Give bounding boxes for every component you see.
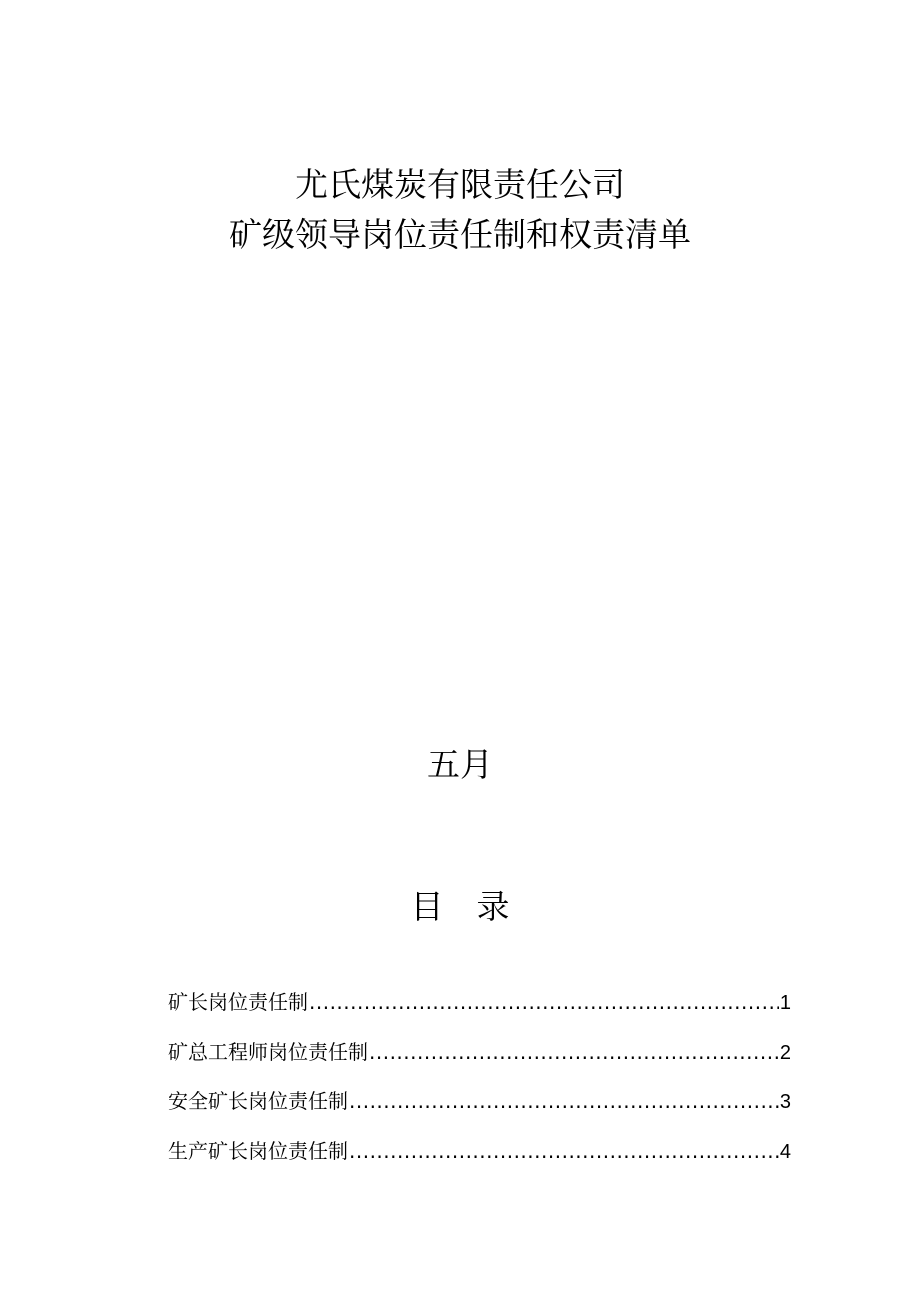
toc-entry[interactable] <box>168 1089 791 1139</box>
toc-dot-leader <box>369 1040 779 1064</box>
toc-dot-leader <box>349 1089 779 1113</box>
toc-entry-label: 矿长岗位责任制 <box>168 990 308 1014</box>
table-of-contents <box>168 990 791 1188</box>
toc-dot-leader <box>309 990 779 1014</box>
company-title: 尤氏煤炭有限责任公司 <box>295 165 625 204</box>
toc-entry-page: 1 <box>779 992 791 1014</box>
toc-entry[interactable] <box>168 1040 791 1090</box>
toc-entry-label: 安全矿长岗位责任制 <box>168 1089 348 1113</box>
toc-entry-label: 矿总工程师岗位责任制 <box>168 1039 368 1064</box>
date-month: 五月 <box>427 745 493 784</box>
toc-entry-label: 生产矿长岗位责任制 <box>168 1138 348 1163</box>
toc-entry[interactable] <box>168 990 791 1040</box>
toc-entry[interactable] <box>168 1139 791 1189</box>
toc-heading: 目 录 <box>410 887 510 926</box>
toc-entry-page: 3 <box>779 1091 791 1113</box>
toc-entry-page: 4 <box>779 1140 791 1163</box>
document-title: 矿级领导岗位责任制和权责清单 <box>229 215 691 254</box>
toc-dot-leader <box>349 1139 779 1163</box>
toc-entry-page: 2 <box>779 1041 791 1064</box>
